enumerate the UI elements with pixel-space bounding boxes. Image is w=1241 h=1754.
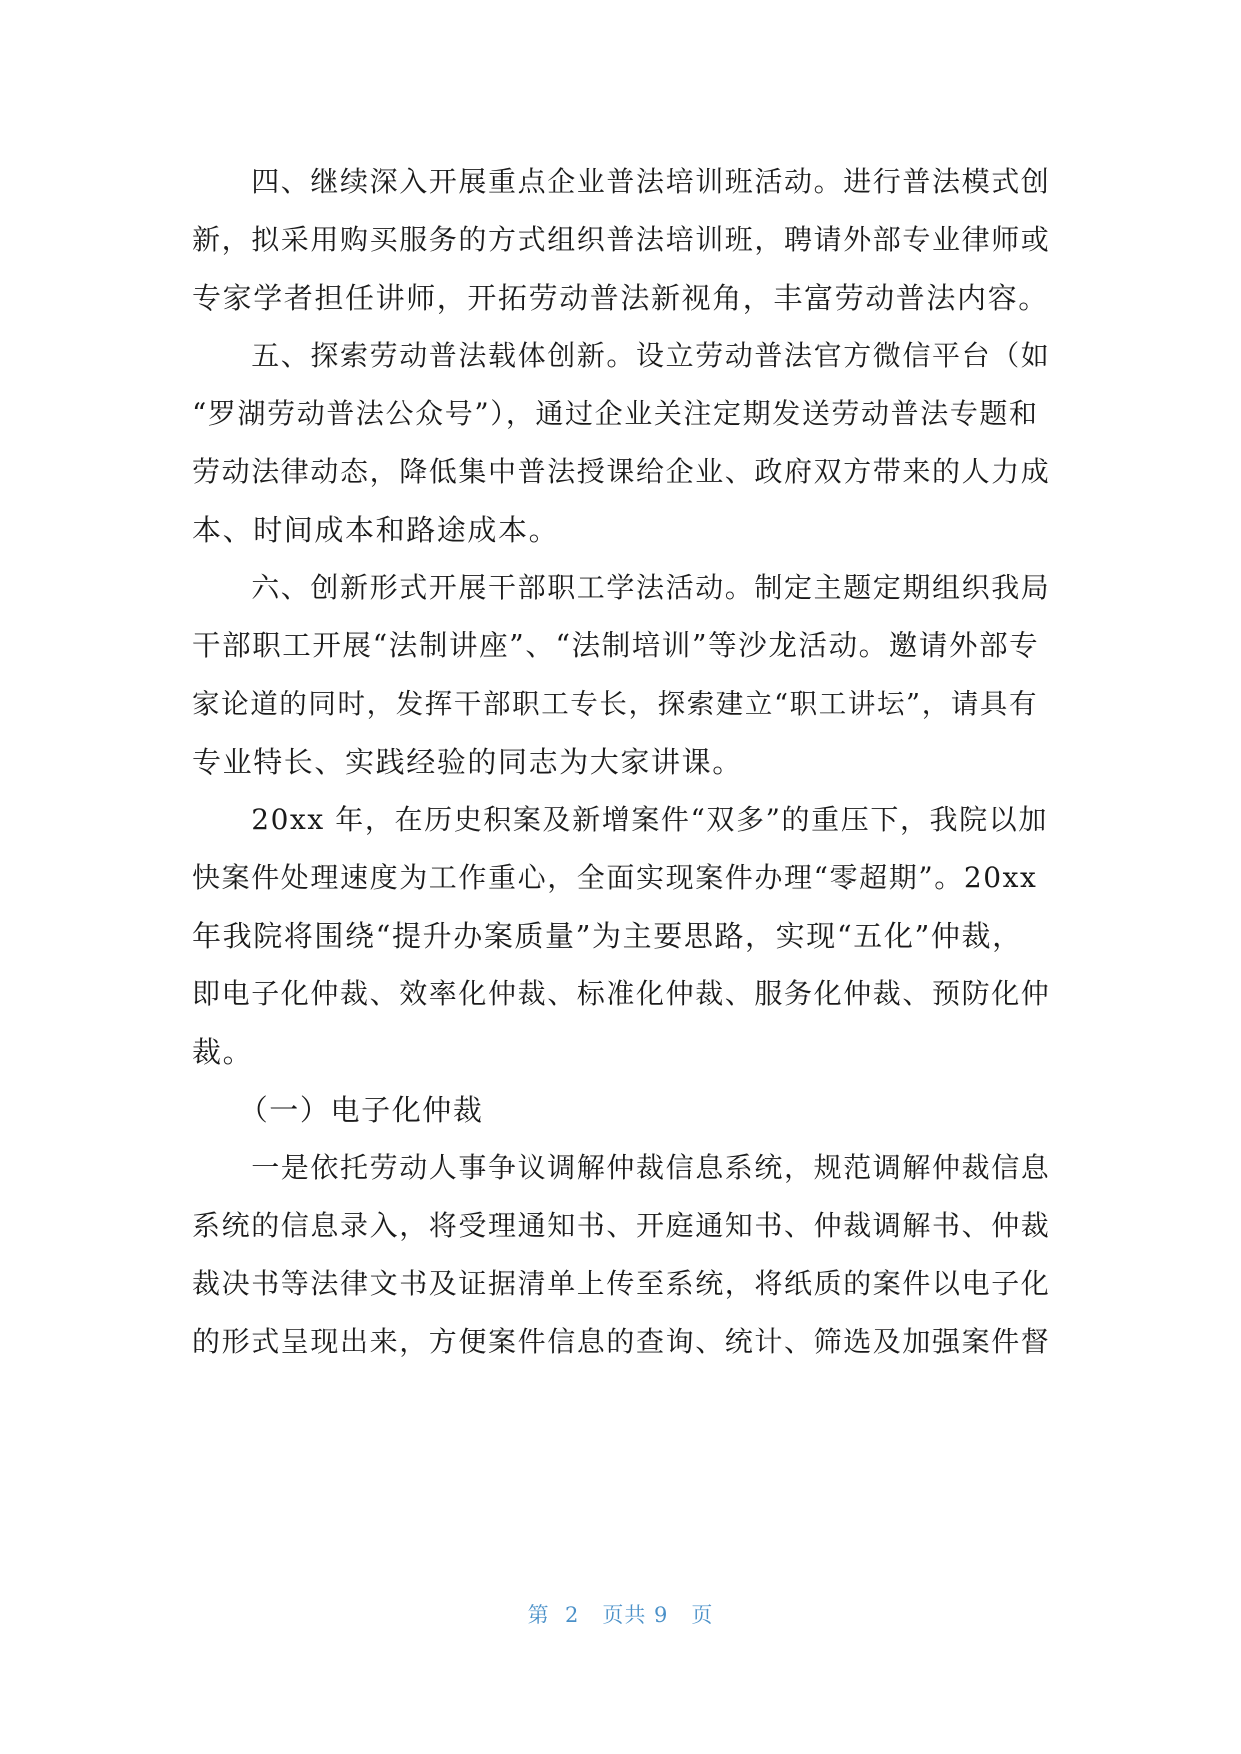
text-line: 新，拟采用购买服务的方式组织普法培训班，聘请外部专业律师或 [192, 223, 1051, 256]
text-line: 本、时间成本和路途成本。 [192, 513, 560, 547]
section-heading: （一）电子化仲裁 [192, 1093, 484, 1127]
text-line: 的形式呈现出来，方便案件信息的查询、统计、筛选及加强案件督 [192, 1325, 1051, 1358]
text-line: 劳动法律动态，降低集中普法授课给企业、政府双方带来的人力成 [192, 455, 1051, 488]
text-line: “罗湖劳动普法公众号”），通过企业关注定期发送劳动普法专题和 [192, 397, 1039, 430]
text-line: 专业特长、实践经验的同志为大家讲课。 [192, 745, 743, 779]
text-line: 20xx 年，在历史积案及新增案件“双多”的重压下，我院以加 [192, 803, 1048, 836]
text-line: 裁决书等法律文书及证据清单上传至系统，将纸质的案件以电子化 [192, 1267, 1051, 1300]
text-line: 快案件处理速度为工作重心，全面实现案件办理“零超期”。20xx [192, 861, 1038, 894]
text-line: 干部职工开展“法制讲座”、“法制培训”等沙龙活动。邀请外部专 [192, 629, 1040, 662]
text-line: 年我院将围绕“提升办案质量”为主要思路，实现“五化”仲裁， [192, 919, 1023, 953]
text-line: 裁。 [192, 1035, 254, 1069]
text-line: 一是依托劳动人事争议调解仲裁信息系统，规范调解仲裁信息 [192, 1151, 1051, 1184]
text-line: 四、继续深入开展重点企业普法培训班活动。进行普法模式创 [192, 165, 1051, 198]
text-line: 专家学者担任讲师，开拓劳动普法新视角，丰富劳动普法内容。 [192, 281, 1049, 315]
text-line: 系统的信息录入，将受理通知书、开庭通知书、仲裁调解书、仲裁 [192, 1209, 1051, 1242]
text-line: 家论道的同时，发挥干部职工专长，探索建立“职工讲坛”，请具有 [192, 688, 1039, 720]
text-line: 即电子化仲裁、效率化仲裁、标准化仲裁、服务化仲裁、预防化仲 [192, 977, 1051, 1010]
page-number-footer: 第 2 页共 9 页 [527, 1603, 714, 1627]
text-line: 五、探索劳动普法载体创新。设立劳动普法官方微信平台（如 [192, 339, 1051, 372]
text-line: 六、创新形式开展干部职工学法活动。制定主题定期组织我局 [192, 571, 1051, 604]
